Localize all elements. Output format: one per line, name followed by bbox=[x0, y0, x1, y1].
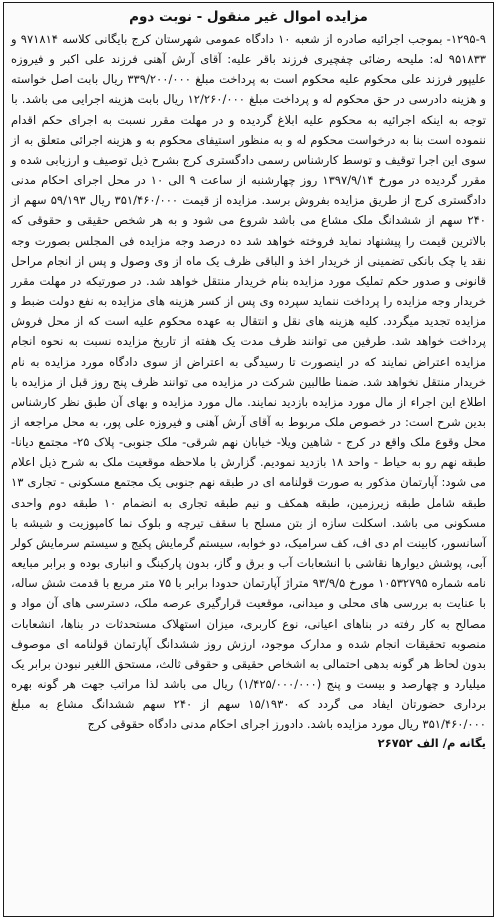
legal-notice-box bbox=[3, 2, 494, 917]
notice-footer-reference: یگانه م/ الف ۲۶۷۵۲ bbox=[377, 736, 486, 751]
notice-title: مزایده اموال غیر منقول - نوبت دوم bbox=[129, 9, 368, 25]
notice-body: ۱۲۹۵-۹- بموجب اجرائیه صادره از شعبه ۱۰ دادگاه عمومی شهرستان کرج بایگانی کلاسه ۹۷۱۸۱۴ و ۹۵۱۸۳۳ له: ملیحه رضائی چفچیری فرزند باقر علیه: آقای آرش آهنی فرزند علی اکبر و فیروزه علیپور فرزند علی محکوم علیه محکوم است به پرداخت مبلغ ۳۳۹/۲۰۰/۰۰۰ ریال بابت اصل خواسته و هزینه دادرسی در حق محکوم له و پرداخت مبلغ ۱۲/۲۶۰/۰۰۰ ریال بابت هزینه اجرایی می باشد. با توجه به اینکه اجرائیه به محکوم علیه ابلاغ گردیده و در مهلت مقرر نسبت به اجرای حکم اقدام ننموده است بنا به درخواست محکوم له و به منظور استیفای محکوم به و هزینه اجرائی متعلق به از سوی این اجرا توقیف و توسط کارشناس رسمی دادگستری کرج بشرح ذیل توصیف و ارزیابی شده و مقرر گردیده در مورخ ۱۳۹۷/۹/۱۴ روز چهارشنبه از ساعت ۹ الی ۱۰ در محل اجرای احکام مدنی دادگستری کرج از طریق مزایده بفروش برسد. مزایده از قیمت ۳۵۱/۴۶۰/۰۰۰ ریال ۵۹/۱۹۳ سهم از ۲۴۰ سهم از ششدانگ ملک مشاع می باشد شروع می شود و به هر شخص حقیقی و حقوقی که بالاترین قیمت را پیشنهاد نماید فروخته خواهد شد ده درصد وجه مزایده فی المجلس بصورت وجه نقد یا چک بانکی تضمینی از خریدار اخذ و الباقی ظرف یک ماه از وی وصول و پس از انجام مراحل قانونی و صدور حکم تملیک مورد مزایده بنام خریدار منتقل خواهد شد. در صورتیکه در مهلت مقرر خریدار وجه مزایده را پرداخت ننماید سپرده وی پس از کسر هزینه های مزایده به نفع دولت ضبط و مزایده تجدید میگردد. کلیه هزینه های نقل و انتقال به عهده محکوم علیه است که از محل فروش پرداخت خواهد شد. طرفین می توانند ظرف مدت یک هفته از تاریخ مزایده نسبت به نحوه انجام مزایده اعتراض نمایند که در اینصورت تا رسیدگی به اعتراض از سوی دادگاه مورد مزایده به نام خریدار منتقل نخواهد شد. ضمنا طالبین شرکت در مزایده می توانند ظرف پنج روز قبل از مزایده با اطلاع این اجراء از مال مورد مزایده بازدید نمایند. مال مورد مزایده و بهای آن طبق نظر کارشناس بدین شرح است: در خصوص ملک مربوط به آقای آرش آهنی و فیروزه علی پور، به محل مراجعه از محل وقوع ملک واقع در کرج - شاهین ویلا- خیابان نهم شرقی- ملک جنوبی- پلاک ۲۵- مجتمع دیانا- طبقه نهم رو به حیاط - واحد ۱۸ بازدید نمودیم. گزارش با ملاحظه موقعیت ملک به شرح ذیل اعلام می شود: آپارتمان مذکور به صورت قولنامه ای در طبقه نهم جنوبی یک مجتمع مسکونی - تجاری ۱۳ طبقه شامل طبقه زیرزمین، طبقه همکف و نیم طبقه تجاری به انضمام ۱۰ طبقه دوم واحدی مسکونی می باشد. اسکلت سازه از بتن مسلح با سقف تیرچه و بلوک نما کامپوزیت و شیشه با آسانسور، کابینت ام دی اف، کف سرامیک، دو خوابه، سیستم گرمایش پکیج و سیستم سرمایش کولر آبی، پوشش دیوارها نقاشی با انشعابات آب و برق و گاز، بدون پارکینگ و انباری بوده و برابر مبایعه نامه شماره ۱۰۵۳۲۷۹۵ مورخ ۹۳/۹/۵ متراژ آپارتمان حدودا برابر با ۷۵ متر مربع با قدمت شش ساله، با عنایت به بررسی های محلی و میدانی، موقعیت قرارگیری عرصه ملک، دسترسی های آن مواد و مصالح به کار رفته در بناهای اعیانی، نوع کاربری، میزان استهلاک مستحدثات در بناها، انشعابات منصوبه تحقیقات انجام شده و مدارک موجود، ارزش روز ششدانگ آپارتمان قولنامه ای موصوف بدون لحاظ هر گونه بدهی احتمالی به اشخاص حقیقی و حقوقی ثالث، مستحق اللغیر نبودن برابر یک میلیارد و چهارصد و بیست و پنج (۱/۴۲۵/۰۰۰/۰۰۰) ریال می باشد لذا مراتب جهت هر گونه بهره برداری حضورتان ایفاد می گردد که ۱۵/۱۹۳۰ سهم از ۲۴۰ سهم ششدانگ مشاع به مبلغ ۳۵۱/۴۶۰/۰۰۰ ریال مورد مزایده باشد. دادورز اجرای احکام مدنی دادگاه حقوقی کرج bbox=[11, 32, 487, 732]
